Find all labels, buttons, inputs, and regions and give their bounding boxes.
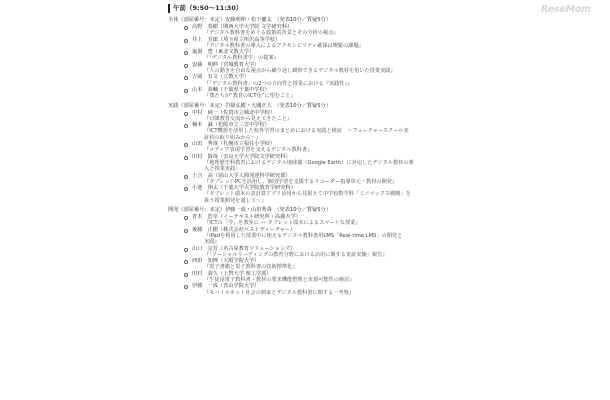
presentation-item [184,122,453,141]
presentation-item [184,141,453,154]
circle-bullet-icon [184,26,188,30]
presentation-item [184,154,453,173]
presentation-title: 『タブレット端末の表計算アプリ活用から見据えて中学校数学科「ミニマックス戦略」を [204,191,411,198]
presentation-item [184,214,453,227]
presentation-item [184,271,453,284]
session-header: 全体（部屋番号：未定）安藤明伸・松下慶太 （発表10分／質疑5分） [168,17,331,23]
circle-bullet-icon [184,143,188,147]
presentation-title: 『メディア表現学習を支えるデジタル教科書』 [204,147,313,154]
speaker-name: 井上 芳郎（埼玉県立所沢高等学校） [192,36,281,43]
circle-bullet-icon [184,175,188,179]
resemom-logo: ReseMom [541,4,591,15]
presentation-title: 『「デジタル教科書学」の提案』 [204,55,279,62]
speaker-name: 山本 恭輔（千葉県千葉中学校） [192,86,270,93]
speaker-name: 土合 高（富山大学人間発達科学研究部） [192,172,291,179]
circle-bullet-icon [184,156,188,160]
circle-bullet-icon [184,124,188,128]
circle-bullet-icon [184,89,188,93]
circle-bullet-icon [184,39,188,43]
presentation-title: 『デジタル教科書をめぐる政策的背景とその分析の視点』 [204,30,339,37]
presentation-title: 『モバイルネット社会の到来とデジタル教科書に関する一考察』 [204,289,354,296]
presentation-item [184,37,453,50]
presentation-item [184,110,453,123]
presentation-title: 『僕たちが“教育のICT化”に望むこと』 [204,93,296,100]
speaker-name: 中村 純一（佐賀市立城北中学校） [192,109,276,116]
presentation-item [184,24,453,37]
circle-bullet-icon [184,51,188,55]
speaker-name: 西田 知博（大阪学院大学） [192,258,260,265]
circle-bullet-icon [184,76,188,80]
circle-bullet-icon [184,229,188,233]
circle-bullet-icon [184,273,188,277]
speaker-name: 山田 秀哉（札幌市立福住小学校） [192,141,276,148]
program-content [168,4,453,296]
circle-bullet-icon [184,248,188,252]
circle-bullet-icon [184,216,188,220]
presentation-title: 扱う授業開発を通して～』 [204,197,267,204]
speaker-name: 楠本 誠（松阪市立三雲中学校） [192,122,270,129]
presentation-title: 『日韓教育交流から見えてきたこと』 [204,115,293,122]
presentation-title: 『iPadを利用した授業中に使えるデジタル教科書用LMS「Real-time LMS」の開発と [204,232,403,239]
speaker-name: 高野 春樹（関西大学大学院 文学研究科） [192,24,293,30]
presentation-item [184,87,453,100]
circle-bullet-icon [184,187,188,191]
speaker-name: 田村 賢哉（奈良大学大学院文学研究科） [192,153,291,160]
speaker-name: 青木 浩幸（イーテキスト研究所・高麗大学） [192,214,301,221]
presentation-title: 『電子書籍と電子教科書の技術標準化』 [204,264,298,271]
speaker-name: 嵐塁 豊（東北文教大学） [192,49,255,56]
presentation-item [184,246,453,259]
circle-bullet-icon [184,285,188,289]
presentation-item [184,258,453,271]
presentation-item [184,62,453,75]
speaker-name: 安藤 明伸（宮城教育大学） [192,61,260,68]
presentation-item [184,49,453,62]
presentation-title: 実践』 [204,239,220,246]
schedule-heading: 午前（9:50～11:30） [168,4,453,13]
session-list [168,16,453,296]
presentation-item [184,185,453,204]
speaker-name: 伊藤 一成（青山学院大学） [192,283,260,290]
presentation-item [184,74,453,87]
presentation-title: 『「ソーシャルリーディングの教育分野における活用に関する実証実験」報告』 [204,251,388,258]
presentation-title: 『生徒用電子教科書・教材の要求機能整理と実現可能性の検討』 [204,276,355,283]
presentation-item [184,283,453,296]
speaker-name: 小池 翔太（千葉大学大学院教育学研究科） [192,185,296,192]
presentation-title: 『ICT機器を活用した校外学習のまとめにおける実践と検証 ～フューチャースクール実 [204,128,409,135]
presentation-title: 『人の動きを自由な視点から繰り返し観察できるデジタル教材を用いた授業実践』 [204,68,396,75]
circle-bullet-icon [184,260,188,264]
presentation-title: 『タブレットPCを活用し、個別学習を支援するリコーダー指導単元・教材の開発』 [204,178,398,185]
speaker-name: 後藤 正樹（株式会社ベストディーチャー） [192,226,296,233]
presentation-item [184,227,453,246]
circle-bullet-icon [184,112,188,116]
presentation-title: 『地理歴史科教育におけるデジタル地球儀（Google Earth）に対応したデジタル教材の導 [204,159,414,166]
presentation-title: 『「デジタル教科書」の2つの方向性と授業における『実践性』』 [204,80,353,87]
speaker-name: 田村 恭久（上智大学 理工学部） [192,270,272,277]
session-header: 実践（部屋番号：未定）岩獄弘樹・大國正人 （発表10分／質疑5分） [168,102,331,109]
speaker-name: 吉岡 有文（立教大学） [192,74,250,81]
presentation-title: 証校の取り組みから～』 [204,134,262,141]
session-header: 開発（部屋番号：未定）伊藤一成・山田秀哉 （発表10分／質疑5分） [168,207,331,214]
presentation-item [184,173,453,186]
presentation-title: 『ICTの「今」を教室に ― タブレット端末によるスマートな授業』 [204,220,361,227]
speaker-name: 山口 宗芳（名古屋教育ソリューションズ） [192,245,296,252]
circle-bullet-icon [184,64,188,68]
presentation-title: 『デジタル教科書の導入によるアクセシビリティ確保は喫緊の課題』 [204,42,364,49]
presentation-title: 入と授業実践』 [204,166,241,173]
